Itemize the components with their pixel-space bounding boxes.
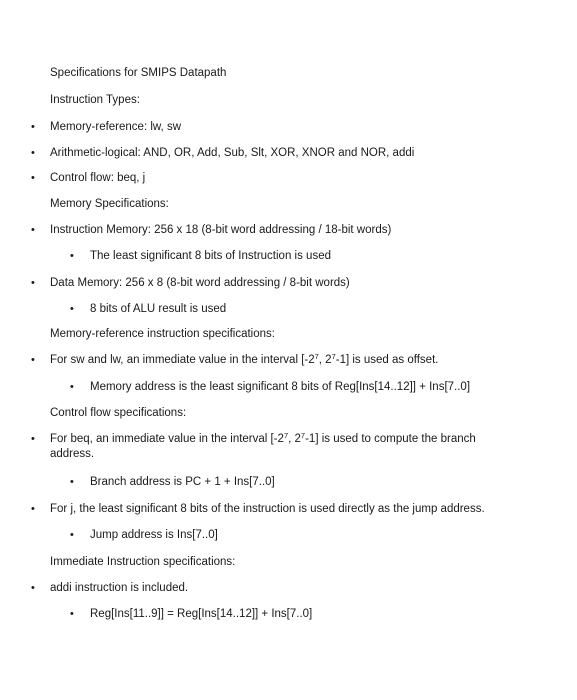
list-item-jump: For j, the least significant 8 bits of the instruction is used directly as the jump address. bbox=[50, 503, 485, 515]
bullet-icon: • bbox=[31, 224, 35, 236]
bullet-icon: • bbox=[31, 354, 35, 366]
document-title: Specifications for SMIPS Datapath bbox=[50, 67, 227, 79]
list-item-memory-reference: Memory-reference: lw, sw bbox=[50, 121, 182, 133]
bullet-icon: • bbox=[31, 121, 35, 133]
bullet-icon: • bbox=[31, 433, 35, 445]
instruction-types-heading: Instruction Types: bbox=[50, 94, 140, 106]
text-fragment: For beq, an immediate value in the interval [-2 bbox=[50, 433, 284, 445]
sub-item-addi-operation: Reg[Ins[11..9]] = Reg[Ins[14..12]] + Ins[7..0] bbox=[90, 608, 313, 620]
memory-specs-heading: Memory Specifications: bbox=[50, 198, 169, 210]
list-item-instruction-memory: Instruction Memory: 256 x 18 (8-bit word addressing / 18-bit words) bbox=[50, 224, 392, 236]
text-fragment: -1] is used to compute the branch address. bbox=[50, 433, 476, 460]
list-item-sw-lw-offset bbox=[50, 353, 438, 368]
control-specs-heading: Control flow specifications: bbox=[50, 407, 187, 419]
list-item-data-memory: Data Memory: 256 x 8 (8-bit word addressing / 8-bit words) bbox=[50, 277, 350, 289]
list-item-beq-offset bbox=[50, 432, 520, 462]
bullet-icon: • bbox=[70, 608, 74, 620]
exponent: 7 bbox=[314, 352, 319, 361]
bullet-icon: • bbox=[70, 250, 74, 262]
bullet-icon: • bbox=[70, 381, 74, 393]
sub-item-data-memory: 8 bits of ALU result is used bbox=[90, 303, 227, 315]
bullet-icon: • bbox=[70, 476, 74, 488]
bullet-icon: • bbox=[31, 172, 35, 184]
text-fragment: For sw and lw, an immediate value in the interval [-2 bbox=[50, 354, 315, 366]
exponent: 7 bbox=[300, 431, 306, 440]
sub-item-jump-address: Jump address is Ins[7..0] bbox=[90, 529, 218, 541]
sub-item-branch-address: Branch address is PC + 1 + Ins[7..0] bbox=[90, 476, 275, 488]
immediate-specs-heading: Immediate Instruction specifications: bbox=[50, 556, 236, 568]
text-fragment: , 2 bbox=[318, 354, 332, 366]
sub-item-instruction-memory: The least significant 8 bits of Instruction is used bbox=[90, 250, 331, 262]
sub-item-memory-address: Memory address is the least significant 8 bits of Reg[Ins[14..12]] + Ins[7..0] bbox=[90, 381, 471, 393]
memref-specs-heading: Memory-reference instruction specifications: bbox=[50, 328, 275, 340]
bullet-icon: • bbox=[70, 303, 74, 315]
bullet-icon: • bbox=[31, 277, 35, 289]
bullet-icon: • bbox=[31, 582, 35, 594]
bullet-icon: • bbox=[31, 503, 35, 515]
text-fragment: -1] is used as offset. bbox=[335, 354, 439, 366]
list-item-arithmetic-logical: Arithmetic-logical: AND, OR, Add, Sub, Slt, XOR, XNOR and NOR, addi bbox=[50, 147, 415, 159]
list-item-addi: addi instruction is included. bbox=[50, 582, 189, 594]
text-fragment: , 2 bbox=[288, 433, 301, 445]
list-item-control-flow: Control flow: beq, j bbox=[50, 172, 146, 184]
exponent: 7 bbox=[331, 352, 336, 361]
bullet-icon: • bbox=[70, 529, 74, 541]
exponent: 7 bbox=[283, 431, 289, 440]
bullet-icon: • bbox=[31, 147, 35, 159]
